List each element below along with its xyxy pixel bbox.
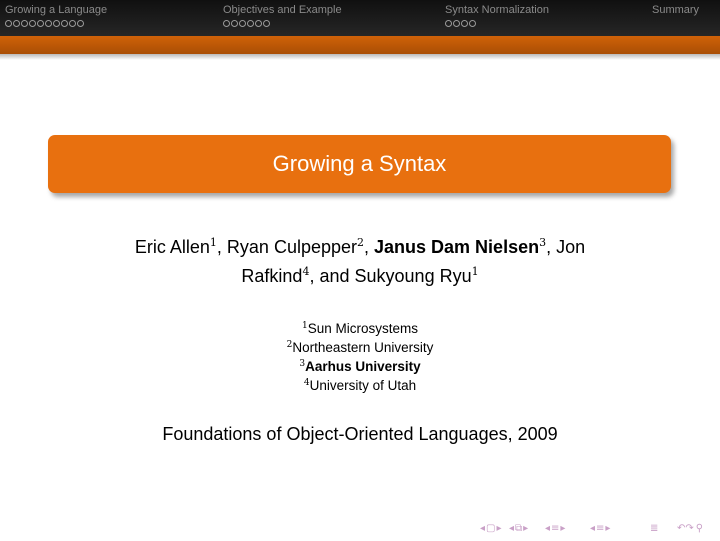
frame-dot-icon[interactable] [263, 20, 270, 27]
nav-section-label[interactable]: Objectives and Example [223, 4, 342, 16]
subsection-next-icon[interactable]: ▸ [523, 522, 529, 534]
affiliation-item [160, 319, 560, 338]
header-accent-band [0, 36, 720, 54]
subsubsection-icon: ≡ [596, 522, 605, 534]
author-affiliation-mark: 3 [539, 236, 547, 249]
frame-dot-icon[interactable] [29, 20, 36, 27]
title-box [48, 135, 671, 193]
nav-section-syntax-normalization[interactable] [445, 3, 549, 28]
author-affiliation-mark: 4 [302, 265, 310, 278]
author-list: Eric Allen$^1$, Ryan Culpepper$^2$, Janus Dam Nielsen$^3$, Jon Rafkind$^4$, and Sukyoung Ryu$^1$ [134, 236, 586, 286]
affiliation-mark: 2 [286, 340, 293, 350]
frame-dot-icon[interactable] [37, 20, 44, 27]
frame-dot-icon[interactable] [5, 20, 12, 27]
search-nav [677, 521, 703, 535]
frame-dot-icon[interactable] [77, 20, 84, 27]
frame-dots [5, 18, 107, 28]
conference-venue: Foundations of Object-Oriented Languages, 2009 [162, 424, 558, 444]
conjunction: and [319, 266, 350, 286]
author-name-presenter: Janus Dam Nielsen [374, 237, 540, 257]
nav-section-objectives-and-example[interactable] [223, 3, 342, 28]
frame-prev-icon[interactable]: ◂ [480, 522, 486, 534]
author-last-name: Rafkind [241, 266, 303, 286]
frame-dot-icon[interactable] [21, 20, 28, 27]
affiliation-mark: 4 [303, 378, 310, 388]
nav-section-label[interactable]: Syntax Normalization [445, 4, 549, 16]
frame-dot-icon[interactable] [247, 20, 254, 27]
frame-dot-icon[interactable] [239, 20, 246, 27]
frame-dot-icon[interactable] [461, 20, 468, 27]
nav-section-label[interactable]: Summary [652, 4, 700, 16]
affiliation-list [160, 319, 560, 395]
frame-dot-icon[interactable] [69, 20, 76, 27]
presentation-title: Growing a Syntax [272, 151, 447, 176]
author-affiliation-mark: 2 [357, 236, 364, 249]
affiliation-name-highlighted: Aarhus University [305, 359, 421, 374]
nav-section-label[interactable]: Growing a Language [5, 4, 108, 16]
subsection-nav-group [509, 521, 528, 535]
affiliation-item [160, 376, 560, 395]
frame-dot-icon[interactable] [53, 20, 60, 27]
frame-dots [445, 18, 549, 28]
frame-dot-icon[interactable] [45, 20, 52, 27]
header-navigation-bar [0, 0, 720, 36]
section-prev-icon[interactable]: ◂ [545, 522, 551, 534]
subsubsection-prev-icon[interactable]: ◂ [590, 522, 596, 534]
author-name: Eric Allen [134, 237, 210, 257]
frame-dots [223, 18, 342, 28]
search-icon[interactable]: ⚲ [695, 522, 704, 534]
frame-dot-icon[interactable] [13, 20, 20, 27]
frame-dot-icon[interactable] [255, 20, 262, 27]
align-icon[interactable]: ≣ [650, 522, 659, 534]
affiliation-name: Sun Microsystems [307, 321, 418, 336]
header-shadow [0, 54, 720, 60]
frame-dot-icon[interactable] [61, 20, 68, 27]
section-nav-group [545, 521, 565, 535]
author-affiliation-mark: 1 [471, 265, 479, 278]
back-forward-icon[interactable]: ↶↷ [677, 522, 694, 534]
author-name: Sukyoung Ryu [354, 266, 472, 286]
author-name: Ryan Culpepper [226, 237, 357, 257]
affiliation-name: Northeastern University [292, 340, 434, 355]
frame-dot-icon[interactable] [223, 20, 230, 27]
align-nav [650, 521, 658, 535]
affiliation-mark: 3 [299, 359, 306, 369]
section-icon: ≡ [551, 522, 560, 534]
affiliation-mark: 1 [301, 321, 308, 331]
frame-dot-icon[interactable] [445, 20, 452, 27]
subsubsection-nav-group [590, 521, 610, 535]
nav-section-summary[interactable] [652, 3, 699, 17]
author-affiliation-mark: 1 [209, 236, 217, 249]
section-next-icon[interactable]: ▸ [560, 522, 566, 534]
affiliation-item [160, 338, 560, 357]
affiliation-name: University of Utah [309, 378, 417, 393]
subsection-icon: ⧉ [515, 522, 523, 534]
nav-section-growing-a-language[interactable] [5, 3, 107, 28]
frame-dot-icon[interactable] [469, 20, 476, 27]
subsection-prev-icon[interactable]: ◂ [509, 522, 515, 534]
frame-dot-icon[interactable] [231, 20, 238, 27]
affiliation-item [160, 357, 560, 376]
frame-icon: ▢ [486, 522, 496, 534]
frame-next-icon[interactable]: ▸ [496, 522, 502, 534]
author-first-name: Jon [556, 237, 586, 257]
frame-nav-group [480, 521, 502, 535]
frame-dot-icon[interactable] [453, 20, 460, 27]
subsubsection-next-icon[interactable]: ▸ [605, 522, 611, 534]
